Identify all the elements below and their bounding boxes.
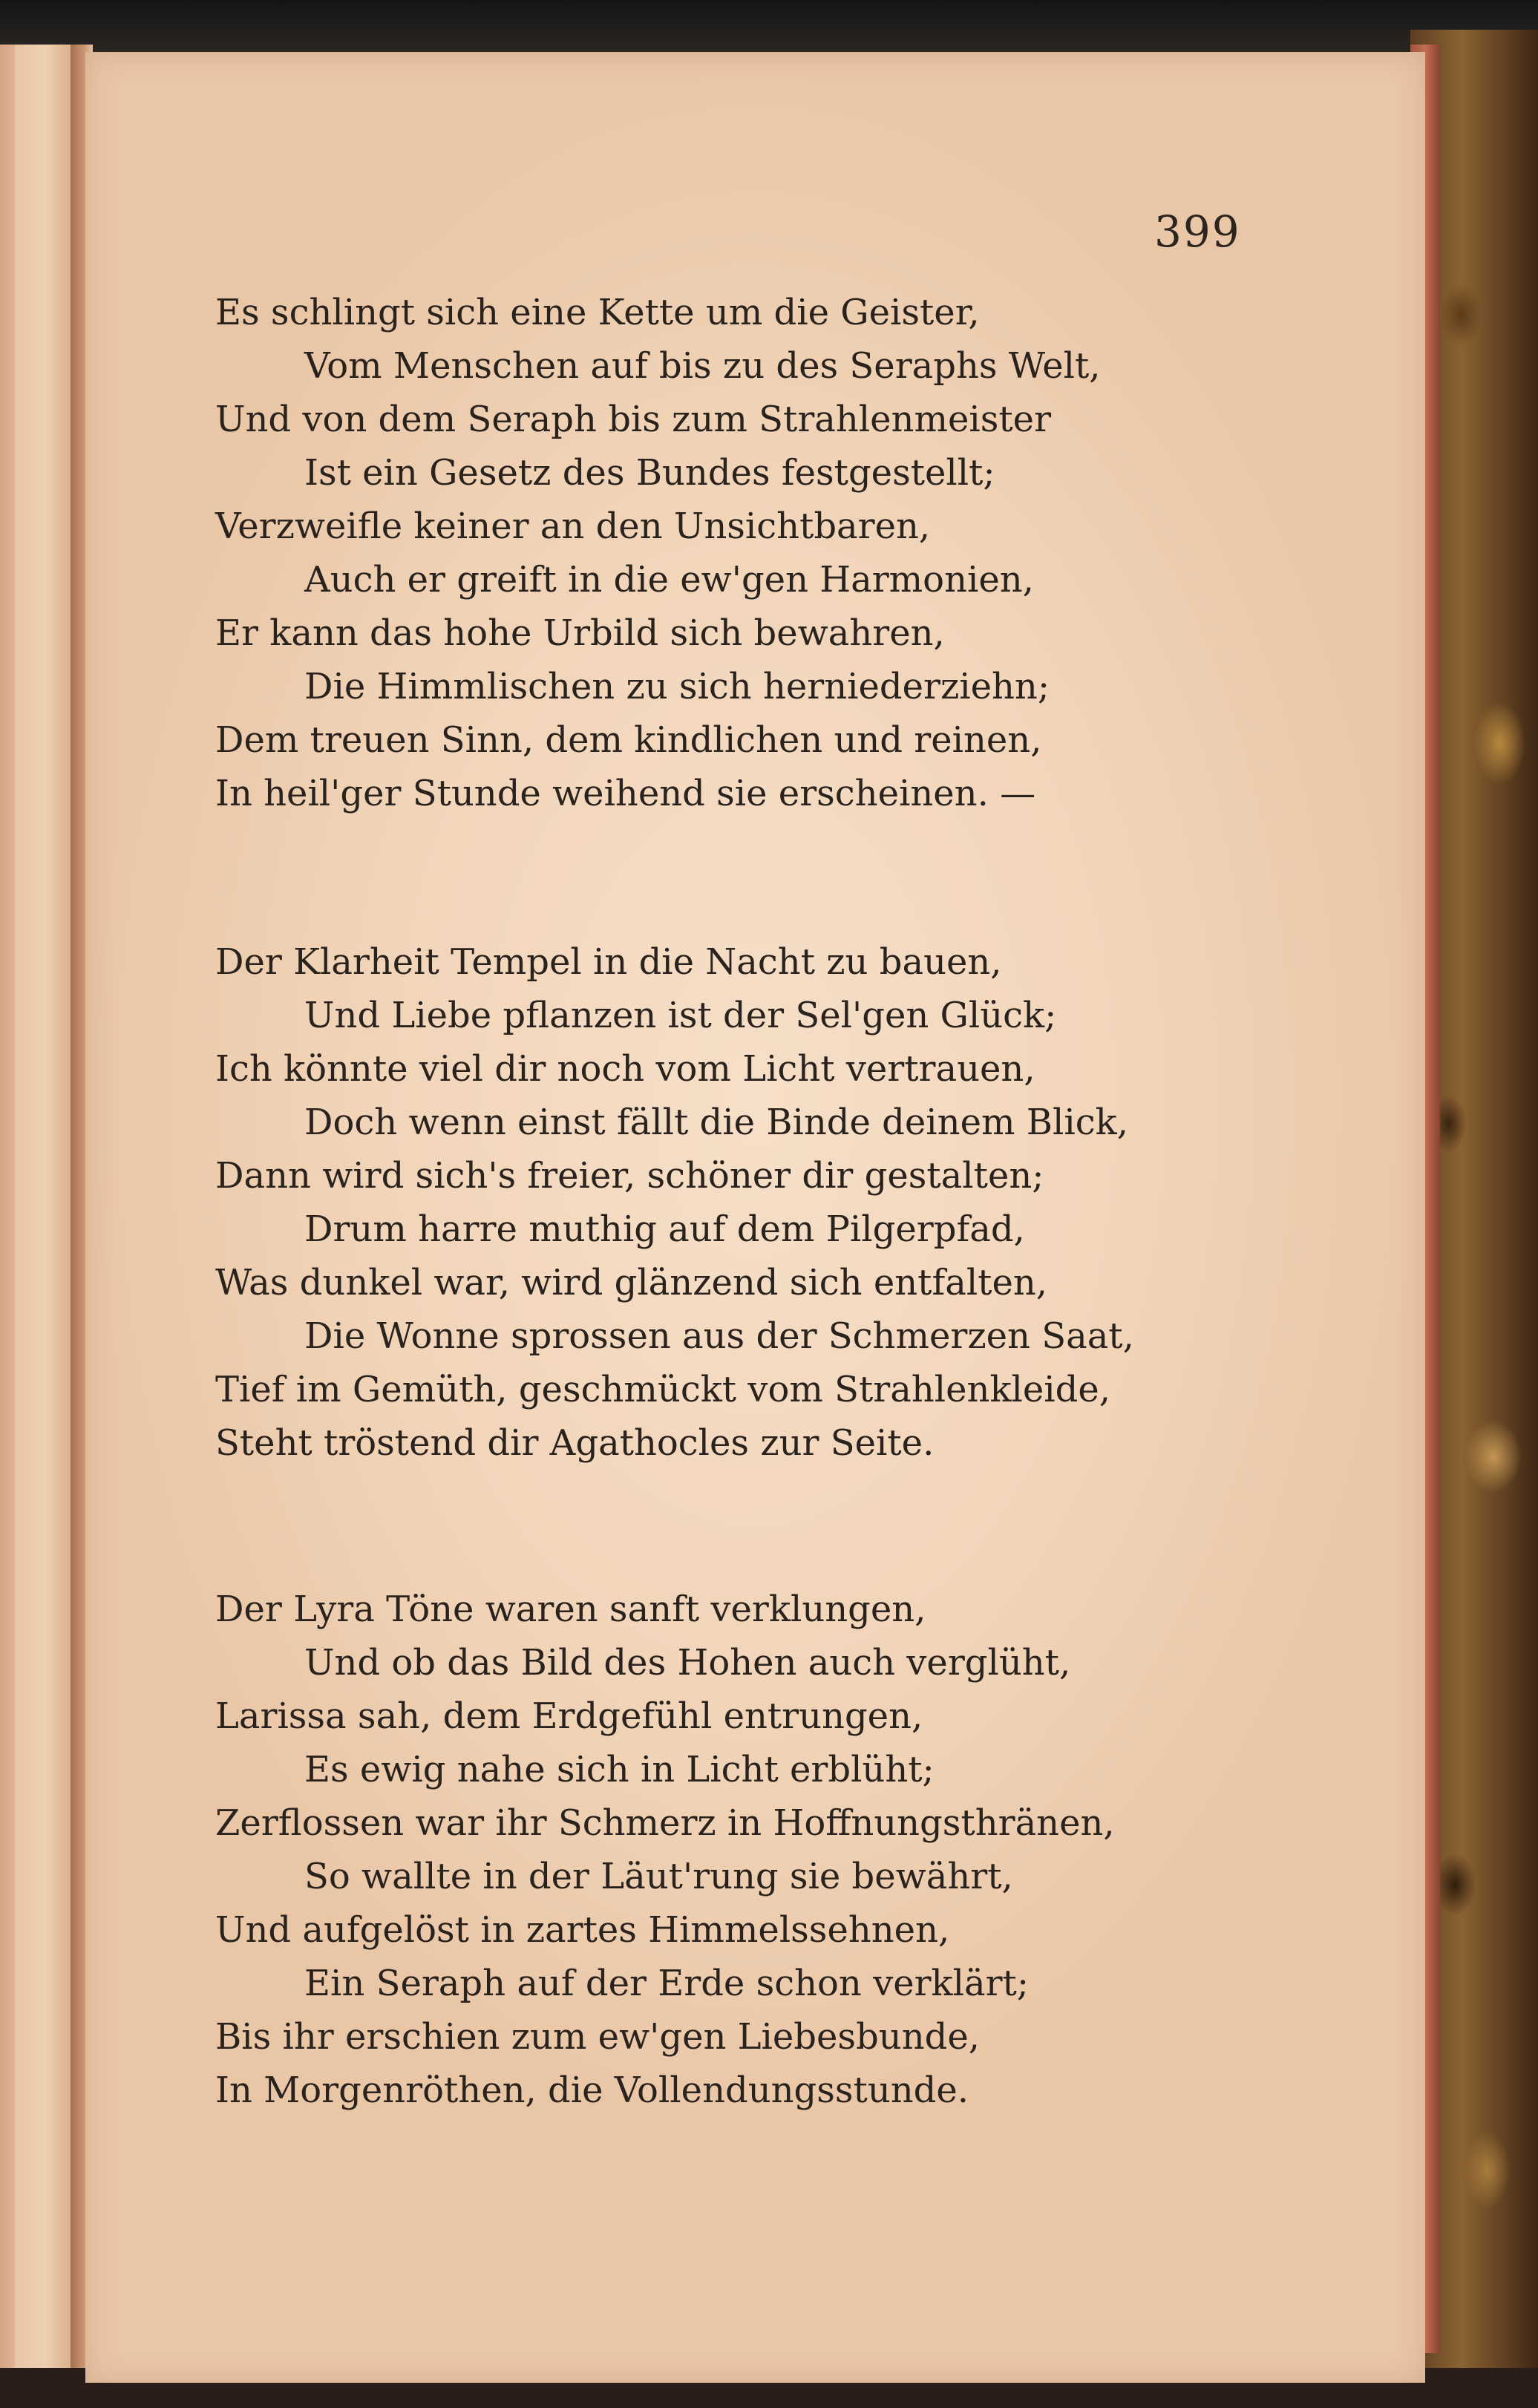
verse-line: Zerflossen war ihr Schmerz in Hoffnungsthränen, bbox=[215, 1802, 1115, 1844]
verse-line: Der Lyra Töne waren sanft verklungen, bbox=[215, 1589, 926, 1630]
verse-line: Ein Seraph auf der Erde schon verklärt; bbox=[304, 1963, 1030, 2004]
verse-line: Es ewig nahe sich in Licht erblüht; bbox=[304, 1749, 935, 1790]
verse-line: Doch wenn einst fällt die Binde deinem Blick, bbox=[304, 1102, 1128, 1143]
verse-line: Ist ein Gesetz des Bundes festgestellt; bbox=[304, 452, 995, 494]
verse-line: In heil'ger Stunde weihend sie erscheinen. — bbox=[215, 773, 1036, 814]
background-strip bbox=[0, 0, 1538, 52]
verse-line: Die Himmlischen zu sich herniederziehn; bbox=[304, 666, 1050, 707]
stanza-1 bbox=[215, 286, 1180, 820]
verse-line: Verzweifle keiner an den Unsichtbaren, bbox=[215, 506, 931, 547]
verse-line: Und aufgelöst in zartes Himmelssehnen, bbox=[215, 1909, 950, 1951]
verse-line: Und Liebe pflanzen ist der Sel'gen Glück; bbox=[304, 995, 1057, 1036]
page-number: 399 bbox=[1154, 206, 1241, 257]
verse-line: Der Klarheit Tempel in die Nacht zu bauen, bbox=[215, 941, 1002, 983]
verse-line: Und von dem Seraph bis zum Strahlenmeister bbox=[215, 399, 1052, 440]
verse-line: Es schlingt sich eine Kette um die Geister, bbox=[215, 292, 980, 333]
verse-line: Auch er greift in die ew'gen Harmonien, bbox=[304, 559, 1034, 601]
verse-line: Steht tröstend dir Agathocles zur Seite. bbox=[215, 1422, 935, 1464]
verse-line: Dem treuen Sinn, dem kindlichen und reinen, bbox=[215, 719, 1042, 761]
stanza-2 bbox=[215, 935, 1180, 1470]
verse-line: Er kann das hohe Urbild sich bewahren, bbox=[215, 612, 945, 654]
verse-line: So wallte in der Läut'rung sie bewährt, bbox=[304, 1856, 1013, 1897]
verse-line: Tief im Gemüth, geschmückt vom Strahlenkleide, bbox=[215, 1369, 1111, 1410]
stanza-3 bbox=[215, 1583, 1180, 2117]
verse-line: Bis ihr erschien zum ew'gen Liebesbunde, bbox=[215, 2016, 981, 2058]
verse-line: Larissa sah, dem Erdgefühl entrungen, bbox=[215, 1695, 923, 1737]
verse-line: Dann wird sich's freier, schöner dir gestalten; bbox=[215, 1155, 1044, 1197]
verse-line: In Morgenröthen, die Vollendungsstunde. bbox=[215, 2070, 969, 2111]
verse-line: Und ob das Bild des Hohen auch verglüht, bbox=[304, 1642, 1071, 1684]
verse-line: Ich könnte viel dir noch vom Licht vertrauen, bbox=[215, 1048, 1035, 1090]
verse-line: Drum harre muthig auf dem Pilgerpfad, bbox=[304, 1208, 1025, 1250]
verse-line: Was dunkel war, wird glänzend sich entfalten, bbox=[215, 1262, 1048, 1303]
verse-line: Vom Menschen auf bis zu des Seraphs Welt, bbox=[304, 345, 1101, 387]
verse-line: Die Wonne sprossen aus der Schmerzen Saat, bbox=[304, 1315, 1134, 1357]
